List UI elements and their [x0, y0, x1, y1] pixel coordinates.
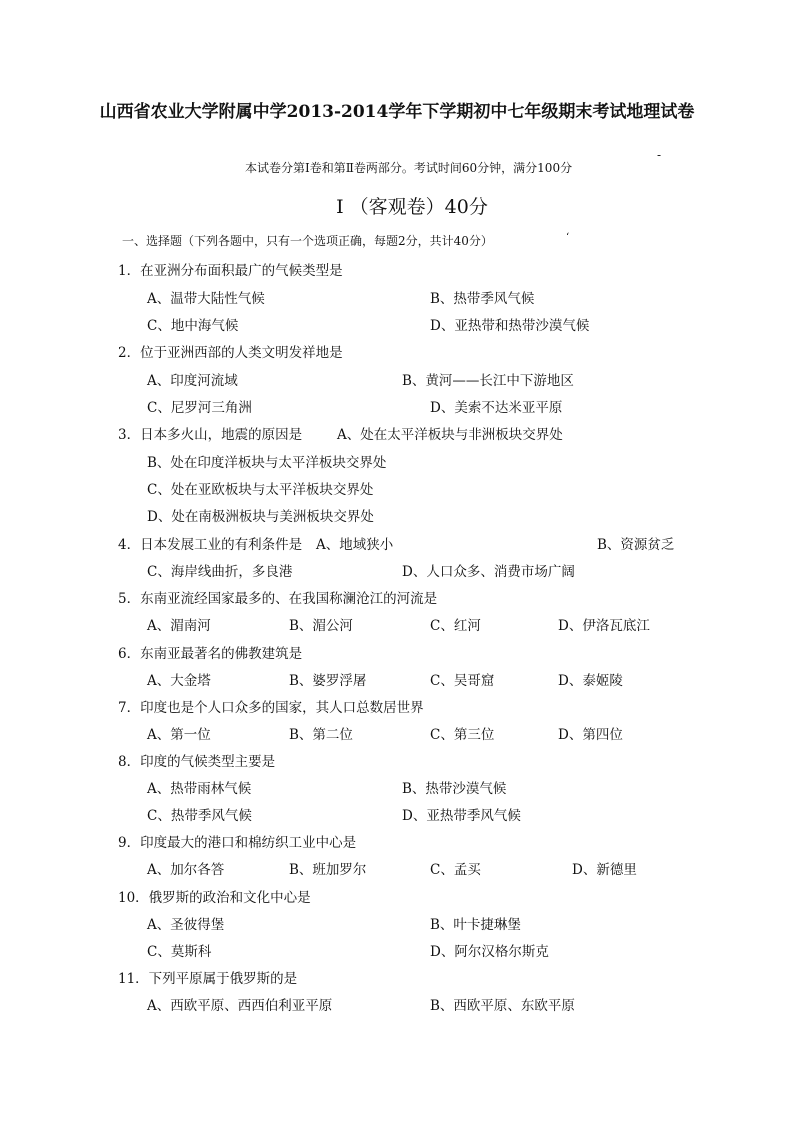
answer-option: A、大金塔 [147, 673, 211, 689]
question-stem: 3．日本多火山，地震的原因是 [118, 427, 303, 443]
answer-option: A、热带雨林气候 [147, 781, 252, 797]
question-stem: 5．东南亚流经国家最多的、在我国称澜沧江的河流是 [118, 591, 438, 607]
answer-option: D、第四位 [558, 727, 623, 743]
exam-intro: 本试卷分第Ⅰ卷和第Ⅱ卷两部分。考试时间60分钟，满分100分 [245, 161, 573, 175]
answer-option: A、第一位 [147, 727, 211, 743]
answer-option: B、叶卡捷琳堡 [430, 917, 521, 933]
question-stem: 6．东南亚最著名的佛教建筑是 [118, 646, 303, 662]
question-stem: 4．日本发展工业的有利条件是 [118, 537, 303, 553]
answer-option: C、吴哥窟 [430, 673, 495, 689]
part-title: Ⅰ （客观卷）40分 [336, 196, 488, 218]
answer-option: C、红河 [430, 618, 481, 634]
answer-option: A、处在太平洋板块与非洲板块交界处 [337, 427, 563, 443]
answer-option: B、西欧平原、东欧平原 [430, 998, 575, 1014]
answer-option: A、圣彼得堡 [147, 917, 225, 933]
answer-option: D、处在南极洲板块与美洲板块交界处 [147, 509, 374, 525]
answer-option: B、黄河——长江中下游地区 [402, 373, 574, 389]
answer-option: B、热带季风气候 [430, 291, 535, 307]
answer-option: B、热带沙漠气候 [402, 781, 507, 797]
answer-option: A、西欧平原、西西伯利亚平原 [147, 998, 333, 1014]
answer-option: D、阿尔汉格尔斯克 [430, 944, 549, 960]
question-stem: 10．俄罗斯的政治和文化中心是 [118, 890, 311, 906]
answer-option: D、美索不达米亚平原 [430, 400, 563, 416]
answer-option: A、湄南河 [147, 618, 211, 634]
answer-option: B、班加罗尔 [289, 862, 367, 878]
answer-option: C、第三位 [430, 727, 495, 743]
answer-option: C、尼罗河三角洲 [147, 400, 252, 416]
answer-option: C、热带季风气候 [147, 808, 252, 824]
question-stem: 11．下列平原属于俄罗斯的是 [118, 971, 298, 987]
answer-option: C、海岸线曲折，多良港 [147, 564, 293, 580]
answer-option: A、印度河流域 [147, 373, 238, 389]
answer-option: C、地中海气候 [147, 318, 239, 334]
document-title: 山西省农业大学附属中学2013-2014学年下学期初中七年级期末考试地理试卷 [99, 102, 695, 122]
answer-option: B、处在印度洋板块与太平洋板块交界处 [147, 455, 387, 471]
answer-option: A、加尔各答 [147, 862, 225, 878]
question-stem: 8．印度的气候类型主要是 [118, 754, 276, 770]
answer-option: D、泰姬陵 [558, 673, 623, 689]
question-stem: 7．印度也是个人口众多的国家，其人口总数居世界 [118, 700, 424, 716]
answer-option: B、第二位 [289, 727, 353, 743]
question-stem: 9．印度最大的港口和棉纺织工业中心是 [118, 835, 357, 851]
answer-option: A、地域狭小 [316, 537, 394, 553]
answer-option: A、温带大陆性气候 [147, 291, 265, 307]
answer-option: D、伊洛瓦底江 [558, 618, 650, 634]
answer-option: D、人口众多、消费市场广阔 [402, 564, 575, 580]
stray-mark: ‘ [566, 232, 570, 243]
question-stem: 1．在亚洲分布面积最广的气候类型是 [118, 263, 343, 279]
answer-option: D、亚热带季风气候 [402, 808, 521, 824]
question-stem: 2．位于亚洲西部的人类文明发祥地是 [118, 345, 343, 361]
answer-option: B、婆罗浮屠 [289, 673, 367, 689]
answer-option: D、新德里 [572, 862, 637, 878]
section-title: 一、选择题（下列各题中，只有一个选项正确，每题2分，共计40分） [122, 234, 493, 248]
answer-option: B、湄公河 [289, 618, 353, 634]
answer-option: D、亚热带和热带沙漠气候 [430, 318, 590, 334]
answer-option: B、资源贫乏 [597, 537, 675, 553]
answer-option: C、处在亚欧板块与太平洋板块交界处 [147, 482, 374, 498]
answer-option: C、孟买 [430, 862, 481, 878]
answer-option: C、莫斯科 [147, 944, 212, 960]
stray-dash: - [657, 148, 662, 162]
